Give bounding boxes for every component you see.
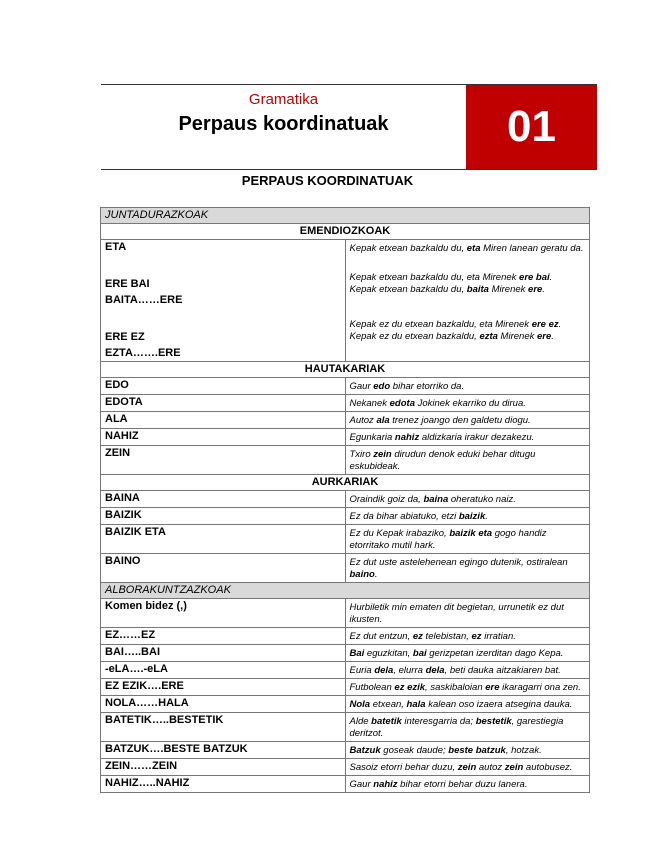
conjunction-label: EZTA…….ERE	[105, 347, 181, 359]
example-sentence: Ez da bihar abiatuko, etzi baizik.	[345, 508, 590, 525]
conjunction-label: EDO	[101, 378, 346, 395]
conjunction-label: ERE EZ	[105, 331, 145, 343]
subtitle: PERPAUS KOORDINATUAK	[241, 173, 414, 188]
example-sentence: Euria dela, elurra dela, beti dauka aitzakiaren bat.	[345, 662, 590, 679]
conjunction-label: ZEIN	[101, 446, 346, 475]
conjunction-label: EZ……EZ	[101, 628, 346, 645]
alborakuntzazkoak-table	[100, 582, 590, 793]
table-row	[101, 508, 590, 525]
subsection-title: AURKARIAK	[101, 475, 590, 491]
example-sentence: Autoz ala trenez joango den galdetu diogu.	[345, 412, 590, 429]
example-sentence: Nola etxean, hala kalean oso izaera atsegina dauka.	[345, 696, 590, 713]
section-title: ALBORAKUNTZAZKOAK	[101, 583, 590, 599]
table-row	[101, 395, 590, 412]
conjunction-label: ERE BAI	[105, 278, 150, 290]
example-sentence: Txiro zein dirudun denok eduki behar ditugu eskubideak.	[345, 446, 590, 475]
table-row	[101, 776, 590, 793]
table-row	[101, 554, 590, 583]
conjunction-label: NOLA……HALA	[101, 696, 346, 713]
example-sentence: Kepak etxean bazkaldu du, baita Mirenek ere.	[349, 284, 545, 295]
conjunction-label: BATETIK…..BESTETIK	[101, 713, 346, 742]
example-sentence: Kepak ez du etxean bazkaldu, ezta Mirenek ere.	[349, 331, 554, 342]
example-sentence: Ez du Kepak irabaziko, baizik eta gogo handiz etorritako mutil hark.	[345, 525, 590, 554]
example-sentence: Hurbiletik min ematen dit begietan, urrunetik ez dut ikusten.	[345, 599, 590, 628]
example-sentence: Alde batetik interesgarria da; bestetik, garestiegia deritzot.	[345, 713, 590, 742]
table-row	[101, 713, 590, 742]
table-row	[101, 742, 590, 759]
conjunction-label: NAHIZ	[101, 429, 346, 446]
lesson-number: 01	[466, 85, 597, 169]
section-title: JUNTADURAZKOAK	[101, 208, 590, 224]
example-sentence: Bai eguzkitan, bai gerizpetan izerditan dago Kepa.	[345, 645, 590, 662]
example-cell	[345, 240, 590, 362]
table-row	[101, 662, 590, 679]
conjunction-cell	[101, 240, 346, 362]
conjunction-label: ZEIN……ZEIN	[101, 759, 346, 776]
example-sentence: Egunkaria nahiz aldizkaria irakur dezakezu.	[345, 429, 590, 446]
conjunction-label: BAIZIK ETA	[101, 525, 346, 554]
subsection-row	[101, 224, 590, 240]
example-sentence: Gaur edo bihar etorriko da.	[345, 378, 590, 395]
table-row	[101, 679, 590, 696]
table-row	[101, 429, 590, 446]
conjunction-label: ETA	[105, 241, 127, 253]
section-header-row	[101, 208, 590, 224]
example-sentence: Ez dut entzun, ez telebistan, ez irratian.	[345, 628, 590, 645]
subsection-row	[101, 475, 590, 491]
conjunction-label: BAIZIK	[101, 508, 346, 525]
example-sentence: Kepak etxean bazkaldu du, eta Mirenek ere bai.	[349, 272, 553, 283]
conjunction-label: BATZUK….BESTE BATZUK	[101, 742, 346, 759]
example-sentence: Oraindik goiz da, baina oheratuko naiz.	[345, 491, 590, 508]
subsection-title: HAUTAKARIAK	[101, 362, 590, 378]
table-row	[101, 491, 590, 508]
example-sentence: Kepak etxean bazkaldu du, eta Miren lanean geratu da.	[349, 243, 584, 254]
conjunction-label: BAI…..BAI	[101, 645, 346, 662]
juntadurazkoak-table	[100, 207, 590, 583]
table-row	[101, 240, 590, 362]
conjunction-label: EDOTA	[101, 395, 346, 412]
table-row	[101, 645, 590, 662]
example-sentence: Ez dut uste astelehenean egingo dutenik, ostiralean baino.	[345, 554, 590, 583]
example-sentence: Nekanek edota Jokinek ekarriko du dirua.	[345, 395, 590, 412]
table-row	[101, 378, 590, 395]
conjunction-label: BAITA……ERE	[105, 294, 183, 306]
header	[101, 84, 597, 170]
table-row	[101, 759, 590, 776]
subsection-title: EMENDIOZKOAK	[101, 224, 590, 240]
category-label: Gramatika	[248, 91, 319, 108]
table-row	[101, 412, 590, 429]
table-row	[101, 696, 590, 713]
conjunction-label: NAHIZ…..NAHIZ	[101, 776, 346, 793]
table-row	[101, 628, 590, 645]
conjunction-label: EZ EZIK….ERE	[101, 679, 346, 696]
table-row	[101, 446, 590, 475]
section-header-row	[101, 583, 590, 599]
conjunction-label: BAINO	[101, 554, 346, 583]
subsection-row	[101, 362, 590, 378]
conjunction-label: BAINA	[101, 491, 346, 508]
table-row	[101, 525, 590, 554]
example-sentence: Futbolean ez ezik, saskibaloian ere ikaragarri ona zen.	[345, 679, 590, 696]
page-title: Perpaus koordinatuak	[178, 113, 389, 135]
example-sentence: Batzuk goseak daude; beste batzuk, hotzak.	[345, 742, 590, 759]
table-row	[101, 599, 590, 628]
example-sentence: Sasoiz etorri behar duzu, zein autoz zein autobusez.	[345, 759, 590, 776]
title-box	[101, 85, 466, 169]
example-sentence: Gaur nahiz bihar etorri behar duzu lanera.	[345, 776, 590, 793]
conjunction-label: -eLA….-eLA	[101, 662, 346, 679]
conjunction-label: Komen bidez (,)	[101, 599, 346, 628]
example-sentence: Kepak ez du etxean bazkaldu, eta Mirenek ere ez.	[349, 319, 562, 330]
conjunction-label: ALA	[101, 412, 346, 429]
